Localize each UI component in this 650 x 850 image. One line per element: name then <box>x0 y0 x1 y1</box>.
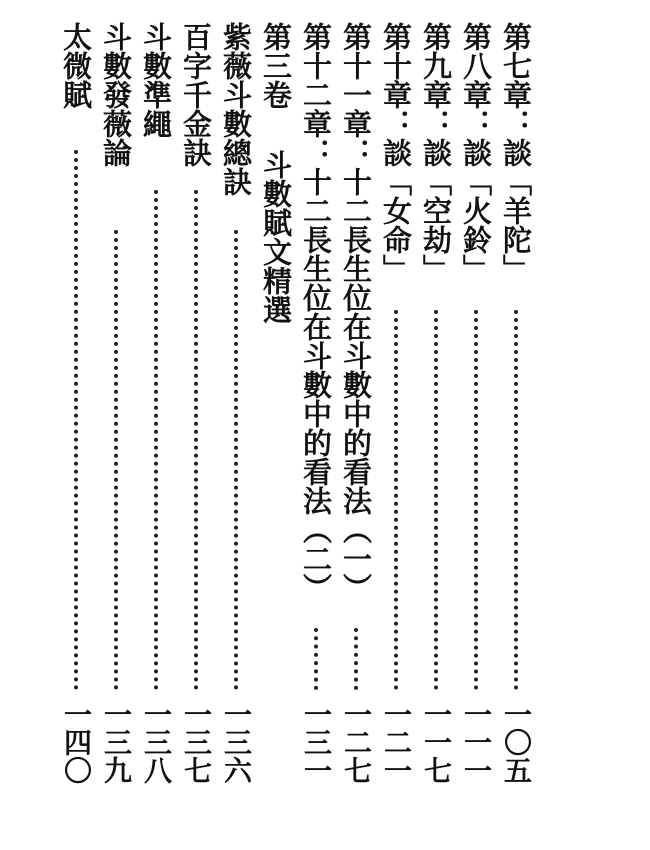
toc-entry-page: 一二一 <box>380 700 413 784</box>
toc-entry-page: 一二七 <box>340 700 373 784</box>
toc-entry-title: 太微賦 <box>59 22 93 109</box>
dot-leader <box>194 190 202 690</box>
toc-entry-title: 紫薇斗數總訣 <box>219 22 253 196</box>
toc-entry-page: 一四〇 <box>60 700 93 784</box>
dot-leader <box>234 230 242 690</box>
toc-entry <box>376 22 416 792</box>
toc-entry <box>496 22 536 792</box>
toc-entry <box>56 22 96 792</box>
dot-leader <box>354 628 362 690</box>
toc-entry <box>136 22 176 792</box>
toc-entry-page: 一一七 <box>420 700 453 784</box>
toc-entry <box>216 22 256 792</box>
toc-entry-page: 一三一 <box>300 700 333 784</box>
toc-entry-title: 第八章：談「火鈴」 <box>459 22 493 283</box>
toc-entry-title: 斗數準繩 <box>139 22 173 138</box>
dot-leader <box>394 310 402 690</box>
toc-entry-title: 第七章：談「羊陀」 <box>499 22 533 283</box>
toc-entry <box>296 22 336 792</box>
toc-entry-title: 第九章：談「空劫」 <box>419 22 453 283</box>
toc-entry-page: 一一一 <box>460 700 493 784</box>
dot-leader <box>314 628 322 690</box>
toc-entry-title: 百字千金訣 <box>179 22 213 167</box>
toc-entry-page: 一三六 <box>220 700 253 784</box>
section-title: 第三卷 <box>259 22 293 109</box>
toc-entry-page: 一三九 <box>100 700 133 784</box>
toc-entry-page: 一三八 <box>140 700 173 784</box>
toc-entry-title: 第十章：談「女命」 <box>379 22 413 283</box>
dot-leader <box>114 230 122 690</box>
dot-leader <box>434 310 442 690</box>
toc-entry <box>456 22 496 792</box>
dot-leader <box>514 310 522 690</box>
dot-leader <box>74 150 82 690</box>
toc-entry-title: 第十二章：十二長生位在斗數中的看法（二） <box>299 22 333 602</box>
toc-entry <box>176 22 216 792</box>
toc-entry-page: 一三七 <box>180 700 213 784</box>
section-heading <box>256 22 296 792</box>
dot-leader <box>154 190 162 690</box>
toc-entry <box>96 22 136 792</box>
toc-entry-page: 一〇五 <box>500 700 533 784</box>
toc-entry-title: 斗數發薇論 <box>99 22 133 167</box>
toc-entry-title: 第十一章：十二長生位在斗數中的看法（一） <box>339 22 373 602</box>
dot-leader <box>474 310 482 690</box>
toc-entry <box>416 22 456 792</box>
section-subtitle: 斗數賦文精選 <box>259 150 293 324</box>
toc-entry <box>336 22 376 792</box>
